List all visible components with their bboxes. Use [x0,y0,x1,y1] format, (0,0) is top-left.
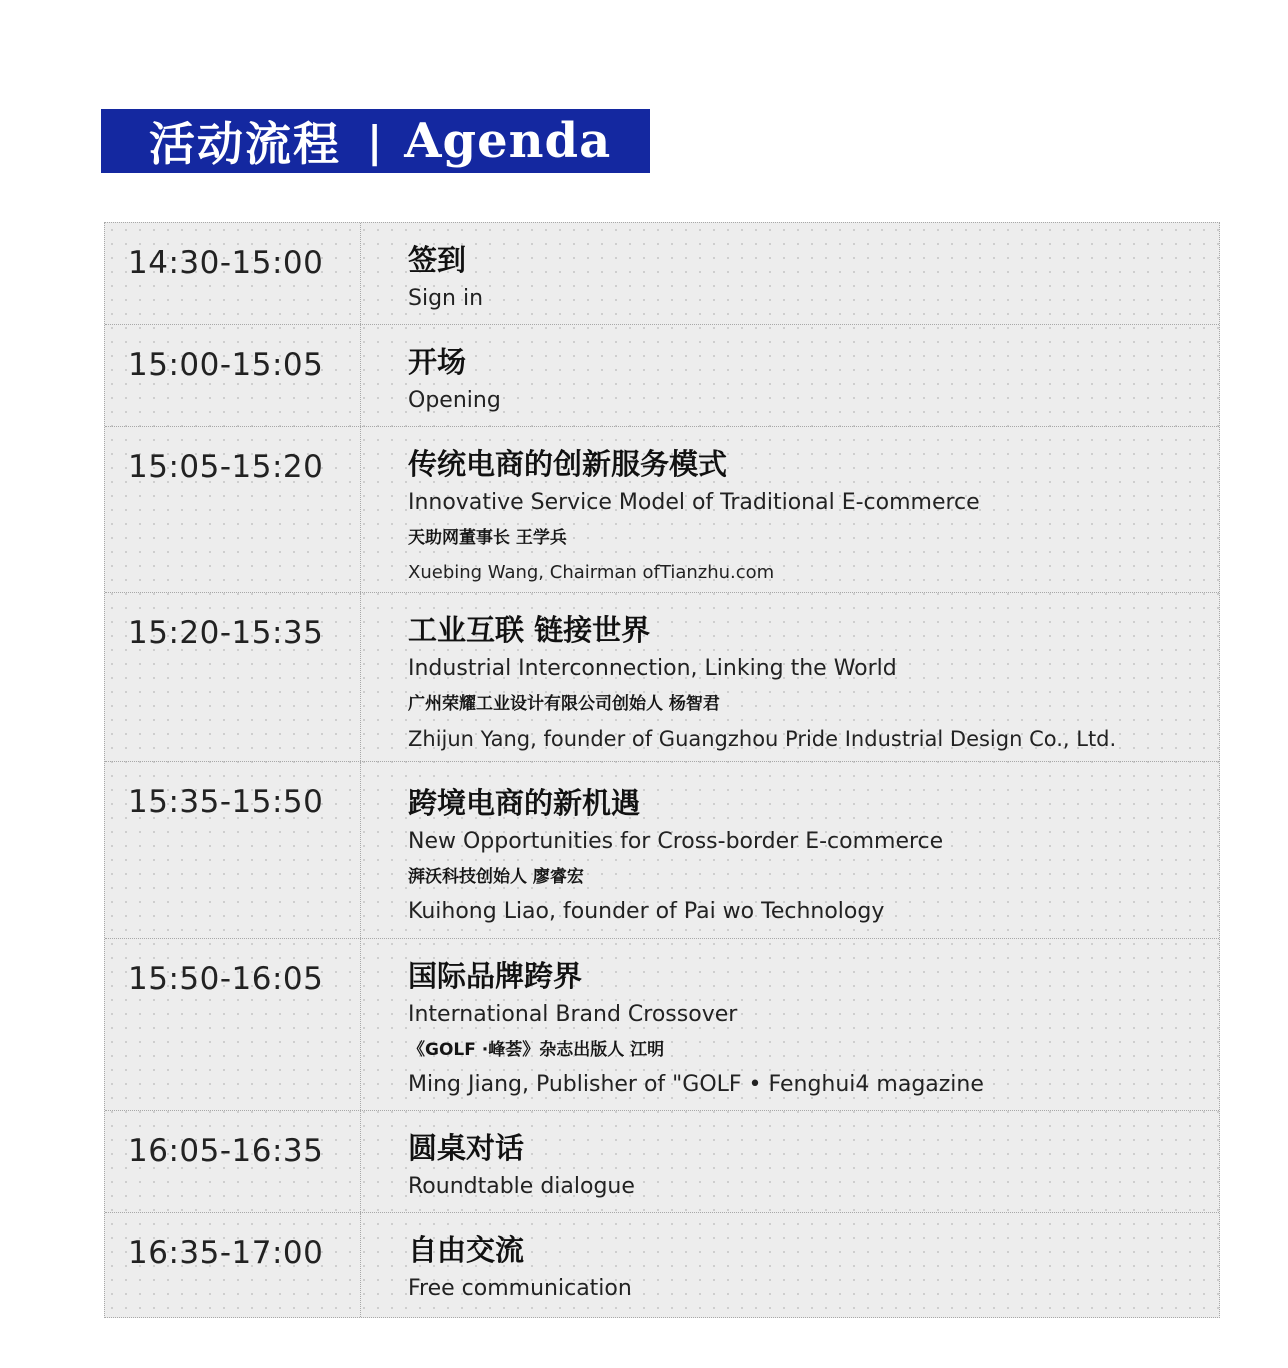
speaker-name-en: Zhijun Yang, founder of Guangzhou Pride Industrial Design Co., Ltd. [408,727,1117,751]
agenda-time: 16:05-16:35 [105,1111,361,1212]
session-title-zh: 国际品牌跨界 [408,959,583,993]
session-title-en: Sign in [408,286,484,311]
agenda-banner [101,109,650,173]
banner-title-zh: 活动流程 [149,117,341,171]
session-title-zh: 传统电商的创新服务模式 [408,447,728,481]
agenda-time: 16:35-17:00 [105,1213,361,1317]
session-title-en: Opening [408,388,501,413]
session-title-en: Roundtable dialogue [408,1174,635,1199]
agenda-time: 14:30-15:00 [105,223,361,324]
agenda-time: 15:50-16:05 [105,939,361,1110]
speaker-name-zh: 《GOLF ·峰荟》杂志出版人 江明 [408,1040,665,1060]
session-title-zh: 圆桌对话 [408,1131,525,1165]
session-title-zh: 自由交流 [408,1233,525,1267]
agenda-row [105,762,1219,939]
agenda-time: 15:35-15:50 [105,762,361,938]
agenda-content [361,939,1219,1110]
agenda-table [104,222,1220,1318]
agenda-content [361,1111,1219,1212]
banner-title-en: Agenda [404,113,612,169]
agenda-row [105,223,1219,325]
session-title-en: Industrial Interconnection, Linking the World [408,656,897,681]
session-title-zh: 开场 [408,345,467,379]
session-title-en: International Brand Crossover [408,1002,738,1027]
agenda-time: 15:00-15:05 [105,325,361,426]
agenda-row [105,1213,1219,1317]
agenda-content [361,762,1219,938]
agenda-content [361,1213,1219,1317]
agenda-row [105,593,1219,762]
session-title-zh: 跨境电商的新机遇 [408,786,641,820]
agenda-time: 15:20-15:35 [105,593,361,761]
speaker-name-en: Xuebing Wang, Chairman ofTianzhu.com [408,562,775,583]
agenda-content [361,593,1219,761]
agenda-row [105,939,1219,1111]
agenda-content [361,427,1219,592]
session-title-en: Free communication [408,1276,632,1301]
agenda-content [361,325,1219,426]
banner-separator: | [367,116,383,166]
session-title-en: Innovative Service Model of Traditional E-commerce [408,490,980,515]
session-title-en: New Opportunities for Cross-border E-commerce [408,829,944,854]
agenda-row [105,427,1219,593]
speaker-name-zh: 广州荣耀工业设计有限公司创始人 杨智君 [408,694,720,714]
speaker-name-zh: 天助网董事长 王学兵 [408,528,567,548]
agenda-row [105,1111,1219,1213]
speaker-name-en: Kuihong Liao, founder of Pai wo Technology [408,899,885,924]
session-title-zh: 签到 [408,243,467,277]
speaker-name-en: Ming Jiang, Publisher of "GOLF • Fenghui4 magazine [408,1072,984,1097]
agenda-row [105,325,1219,427]
agenda-time: 15:05-15:20 [105,427,361,592]
session-title-zh: 工业互联 链接世界 [408,613,651,647]
speaker-name-zh: 湃沃科技创始人 廖睿宏 [408,867,584,887]
agenda-content [361,223,1219,324]
